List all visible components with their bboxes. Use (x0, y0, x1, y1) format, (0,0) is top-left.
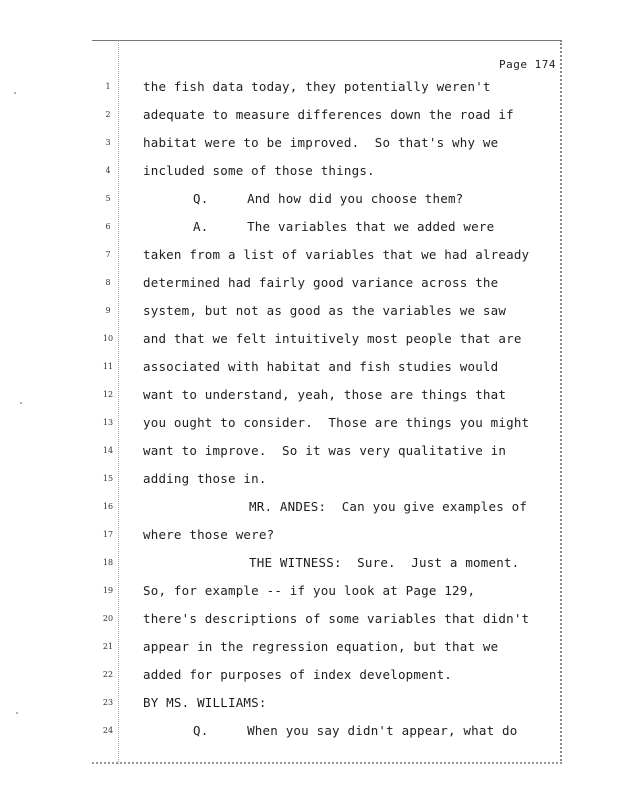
line-text: MR. ANDES: Can you give examples of (249, 499, 528, 514)
line-number: 21 (102, 642, 114, 651)
line-number: 14 (102, 446, 114, 455)
scan-speck (16, 712, 18, 714)
line-number: 1 (105, 82, 111, 91)
line-text: added for purposes of index development. (143, 667, 453, 682)
line-text: So, for example -- if you look at Page 129, (143, 583, 476, 598)
line-number: 13 (102, 418, 114, 427)
transcript-line (0, 303, 618, 323)
line-text: Q. When you say didn't appear, what do (193, 723, 518, 738)
line-text: want to improve. So it was very qualitative in (143, 443, 507, 458)
transcript-line (0, 359, 618, 379)
line-text: appear in the regression equation, but that we (143, 639, 499, 654)
line-number: 12 (102, 390, 114, 399)
line-text: associated with habitat and fish studies would (143, 359, 499, 374)
line-number: 3 (105, 138, 111, 147)
line-text: the fish data today, they potentially weren't (143, 79, 491, 94)
line-text: taken from a list of variables that we had already (143, 247, 530, 262)
line-text: determined had fairly good variance across the (143, 275, 499, 290)
transcript-line (0, 107, 618, 127)
transcript-line (0, 499, 618, 519)
line-text: habitat were to be improved. So that's why we (143, 135, 499, 150)
line-text: you ought to consider. Those are things you might (143, 415, 530, 430)
transcript-line (0, 639, 618, 659)
transcript-line (0, 191, 618, 211)
transcript-line (0, 527, 618, 547)
line-number: 11 (102, 362, 114, 371)
line-number: 5 (105, 194, 111, 203)
line-text: A. The variables that we added were (193, 219, 495, 234)
line-text: where those were? (143, 527, 275, 542)
transcript-line (0, 695, 618, 715)
line-text: and that we felt intuitively most people that are (143, 331, 522, 346)
line-number: 16 (102, 502, 114, 511)
line-number: 8 (105, 278, 111, 287)
line-number: 20 (102, 614, 114, 623)
line-text: adequate to measure differences down the road if (143, 107, 514, 122)
line-number: 4 (105, 166, 111, 175)
transcript-line (0, 723, 618, 743)
page-number: Page 174 (499, 58, 556, 71)
line-number: 7 (105, 250, 111, 259)
line-text: BY MS. WILLIAMS: (143, 695, 267, 710)
line-number: 19 (102, 586, 114, 595)
transcript-line (0, 583, 618, 603)
scan-speck (14, 92, 16, 94)
line-text: Q. And how did you choose them? (193, 191, 464, 206)
transcript-line (0, 555, 618, 575)
scan-speck (20, 402, 22, 404)
transcript-line (0, 135, 618, 155)
transcript-line (0, 387, 618, 407)
line-number: 15 (102, 474, 114, 483)
line-number: 23 (102, 698, 114, 707)
line-number: 24 (102, 726, 114, 735)
transcript-line (0, 275, 618, 295)
transcript-line (0, 219, 618, 239)
transcript-line (0, 443, 618, 463)
line-number: 9 (105, 306, 111, 315)
line-text: THE WITNESS: Sure. Just a moment. (249, 555, 520, 570)
transcript-line (0, 611, 618, 631)
transcript-line (0, 247, 618, 267)
line-text: system, but not as good as the variables we saw (143, 303, 507, 318)
line-number: 17 (102, 530, 114, 539)
line-number: 2 (105, 110, 111, 119)
transcript-line (0, 163, 618, 183)
line-text: there's descriptions of some variables that didn't (143, 611, 530, 626)
line-text: included some of those things. (143, 163, 375, 178)
transcript-line (0, 471, 618, 491)
transcript-line (0, 415, 618, 435)
line-number: 10 (102, 334, 114, 343)
line-text: want to understand, yeah, those are things that (143, 387, 507, 402)
transcript-line (0, 331, 618, 351)
line-number: 22 (102, 670, 114, 679)
line-number: 6 (105, 222, 111, 231)
line-text: adding those in. (143, 471, 267, 486)
line-number: 18 (102, 558, 114, 567)
transcript-line (0, 667, 618, 687)
transcript-line (0, 79, 618, 99)
